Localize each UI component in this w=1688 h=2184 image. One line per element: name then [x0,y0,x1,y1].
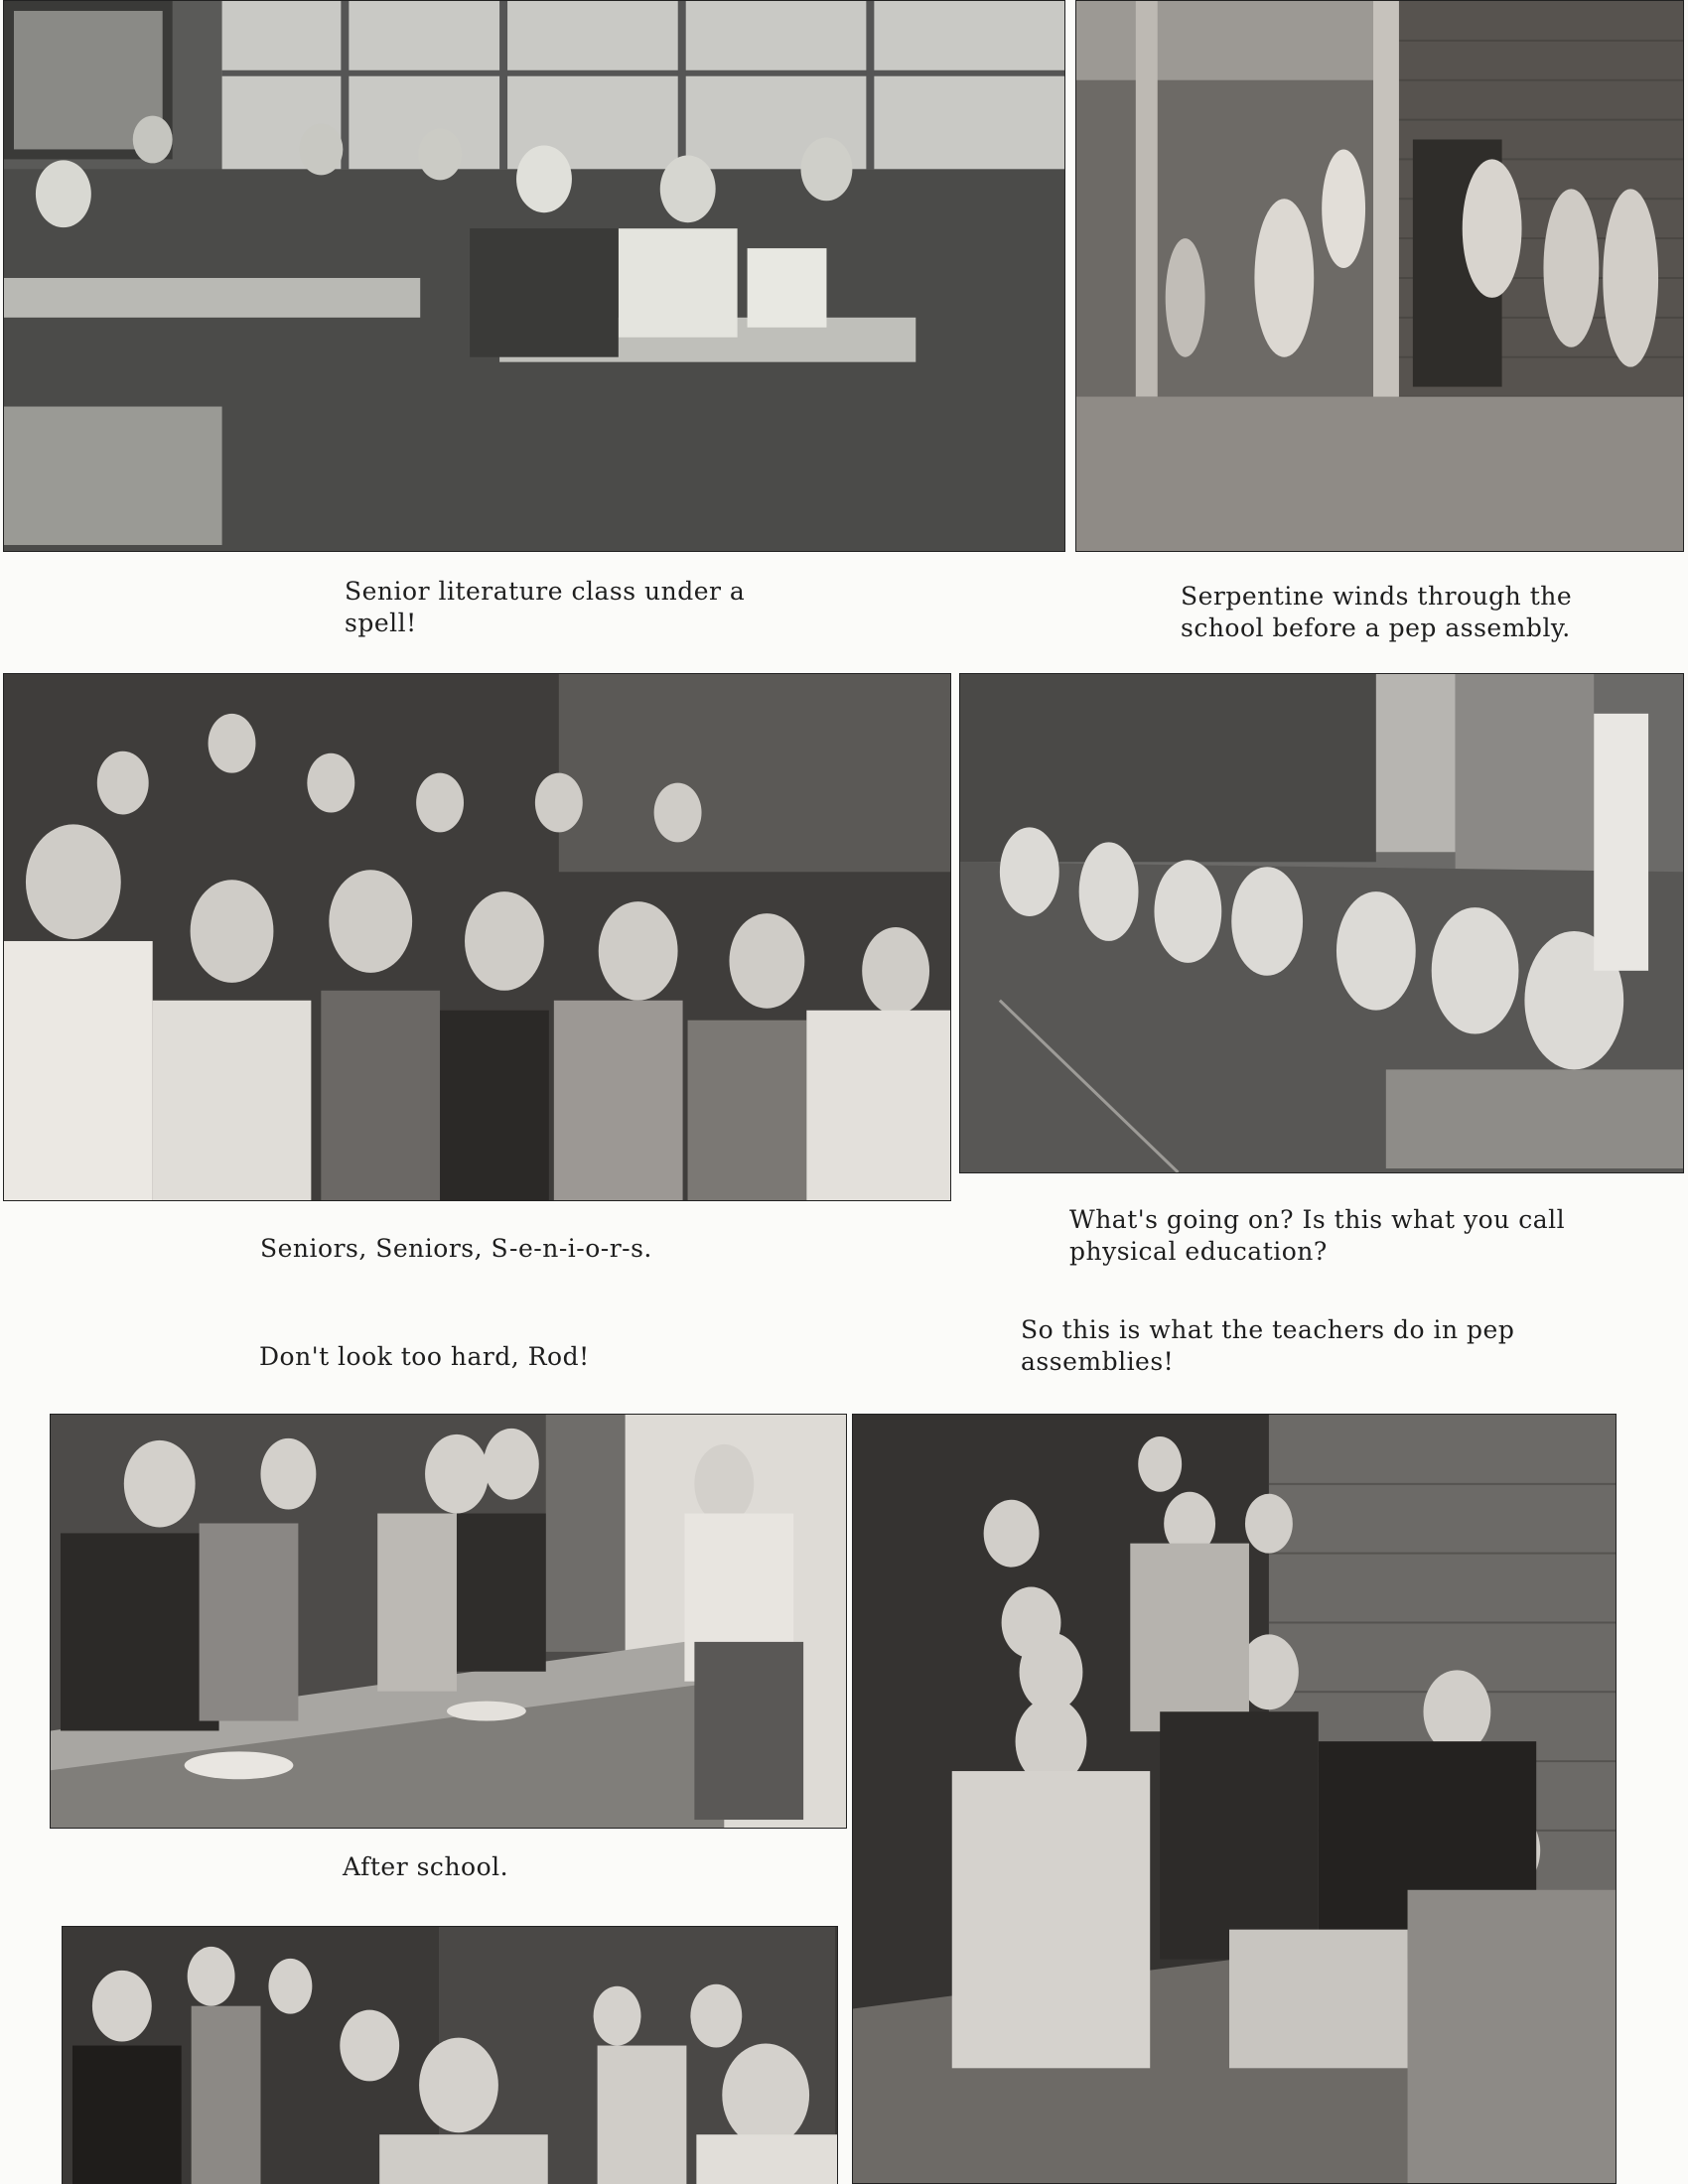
caption-line: assemblies! [1021,1347,1175,1376]
photo-serpentine [1075,0,1684,552]
caption-line: What's going on? Is this what you call [1069,1205,1566,1234]
caption-line: physical education? [1069,1237,1328,1266]
caption-pe [1069,1204,1565,1268]
caption-line: So this is what the teachers do in pep [1021,1315,1515,1344]
caption-line: After school. [343,1852,509,1881]
photo-physical-education [959,673,1684,1173]
caption-line: school before a pep assembly. [1181,614,1571,642]
caption-teachers [1021,1314,1514,1378]
caption-line: Seniors, Seniors, S-e-n-i-o-r-s. [260,1234,652,1263]
photo-literature-class [3,0,1065,552]
caption-after-school [343,1851,508,1883]
caption-line: Serpentine winds through the [1181,582,1573,611]
caption-serpentine [1181,581,1572,644]
photo-hallway [62,1926,838,2184]
caption-rod [259,1341,590,1373]
photo-after-school [50,1414,847,1829]
caption-line: Don't look too hard, Rod! [259,1342,590,1371]
caption-line: spell! [345,609,417,637]
caption-seniors-cheer [260,1233,652,1265]
caption-literature-class [345,576,745,639]
photo-teachers [852,1414,1617,2184]
photo-seniors-cheer [3,673,951,1201]
caption-line: Senior literature class under a [345,577,746,606]
